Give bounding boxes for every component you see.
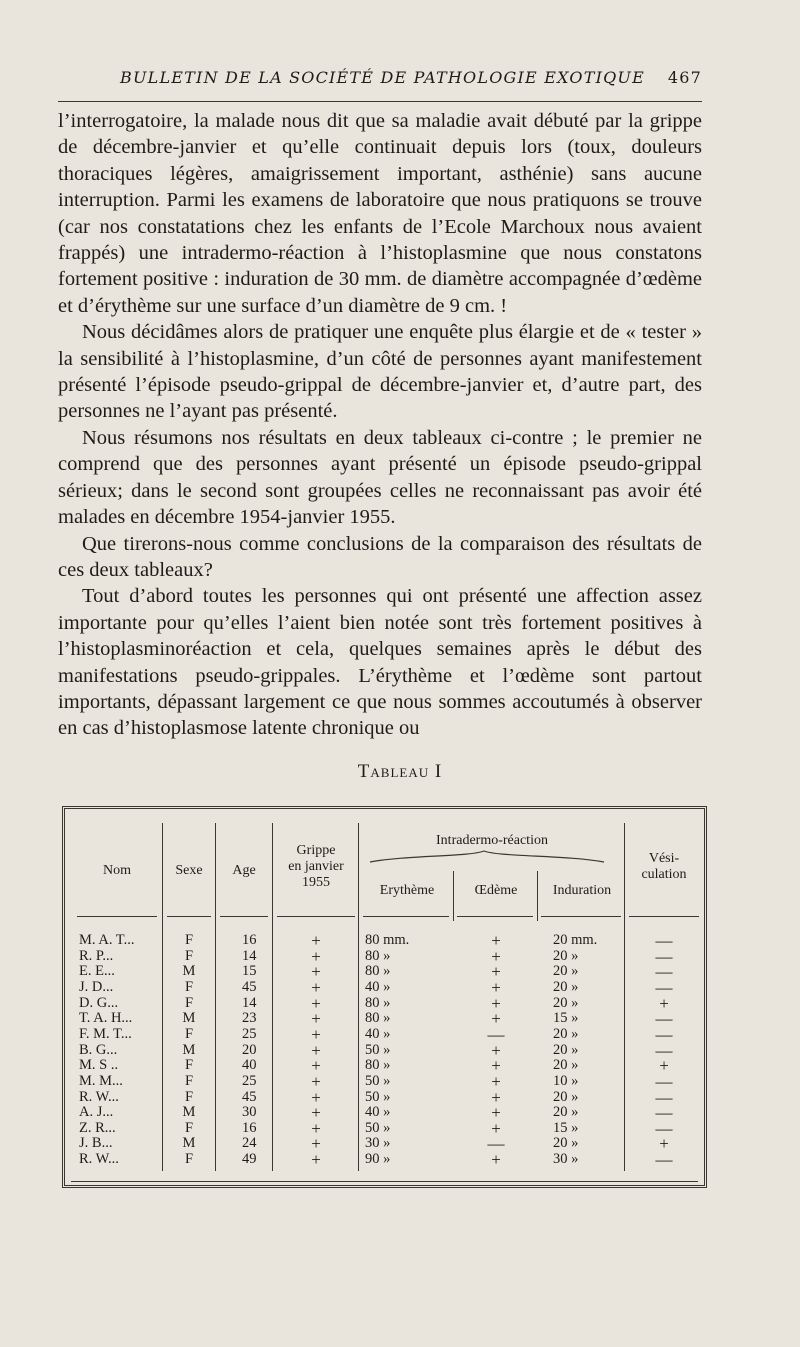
- cell-erytheme: 80 »: [365, 994, 391, 1011]
- table-row: [65, 1011, 710, 1027]
- cell-oedeme: +: [491, 962, 501, 982]
- cell-age: 45: [242, 978, 257, 995]
- cell-age: 15: [242, 963, 257, 980]
- cell-vesiculation: —: [655, 1040, 673, 1060]
- table-row: [65, 993, 710, 1013]
- cell-oedeme: +: [491, 1056, 501, 1076]
- cell-grippe: +: [311, 946, 321, 966]
- cell-sexe: F: [184, 1025, 194, 1042]
- cell-vesiculation: —: [655, 962, 673, 982]
- cell-induration: 20 »: [553, 963, 579, 980]
- cell-vesiculation: —: [655, 1103, 673, 1123]
- cell-nom: J. D...: [79, 978, 114, 995]
- table-row: [65, 1105, 710, 1121]
- cell-age: 45: [242, 1088, 257, 1105]
- cell-nom: Z. R...: [79, 1119, 116, 1136]
- table-row: [65, 1058, 710, 1074]
- column-divider: [537, 871, 538, 921]
- cell-grippe: +: [311, 1024, 321, 1044]
- table-row: [65, 1152, 710, 1168]
- cell-erytheme: 50 »: [365, 1072, 391, 1089]
- cell-erytheme: 50 »: [365, 1119, 391, 1136]
- paragraph: Nous résumons nos résultats en deux tableaux ci-contre ; le premier ne comprend que des personnes ayant présenté un épisode pseudo-grippal sérieux; dans le second sont groupées celles ne reconnaissant pas avoir été malades en décembre 1954-janvier 1955.: [58, 426, 702, 529]
- cell-oedeme: —: [487, 1024, 505, 1044]
- cell-nom: A. J...: [79, 1104, 114, 1121]
- header-underline: [629, 916, 699, 917]
- cell-induration: 15 »: [553, 1010, 579, 1027]
- data-table: [62, 806, 707, 1188]
- cell-oedeme: +: [491, 946, 501, 966]
- header-sexe: Sexe: [175, 863, 203, 878]
- cell-sexe: F: [184, 1072, 194, 1089]
- cell-nom: D. G...: [79, 994, 119, 1011]
- table-caption: Tableau I: [357, 761, 443, 782]
- table-row: [65, 964, 710, 980]
- cell-induration: 20 mm.: [553, 932, 598, 948]
- cell-vesiculation: —: [655, 1009, 673, 1029]
- cell-oedeme: +: [491, 1118, 501, 1138]
- cell-oedeme: +: [491, 993, 501, 1013]
- journal-title: BULLETIN DE LA SOCIÉTÉ DE PATHOLOGIE EXOTIQUE: [120, 68, 645, 87]
- table-row: [65, 1071, 710, 1091]
- cell-induration: 30 »: [553, 1151, 579, 1168]
- cell-induration: 20 »: [553, 994, 579, 1011]
- cell-sexe: F: [184, 1151, 194, 1168]
- cell-erytheme: 80 »: [365, 1010, 391, 1027]
- cell-sexe: M: [182, 1010, 196, 1027]
- cell-sexe: F: [184, 994, 194, 1011]
- cell-nom: E. E...: [79, 963, 115, 980]
- cell-grippe: +: [311, 1118, 321, 1138]
- cell-vesiculation: —: [655, 977, 673, 997]
- cell-age: 14: [242, 947, 257, 964]
- cell-induration: 20 »: [553, 1025, 579, 1042]
- header-induration: Induration: [552, 883, 612, 898]
- cell-age: 16: [242, 1119, 257, 1136]
- cell-induration: 10 »: [553, 1072, 579, 1089]
- cell-vesiculation: +: [659, 993, 669, 1013]
- cell-nom: T. A. H...: [79, 1010, 133, 1027]
- cell-vesiculation: —: [655, 1118, 673, 1138]
- cell-vesiculation: —: [655, 1024, 673, 1044]
- table-row: [65, 977, 710, 997]
- header-underline: [363, 916, 449, 917]
- header-underline: [77, 916, 157, 917]
- cell-grippe: +: [311, 1009, 321, 1029]
- cell-erytheme: 80 »: [365, 947, 391, 964]
- cell-age: 24: [242, 1135, 257, 1152]
- cell-grippe: +: [311, 1103, 321, 1123]
- table-row: [65, 1087, 710, 1107]
- cell-erytheme: 40 »: [365, 1104, 391, 1121]
- header-intradermo: Intradermo-réaction: [436, 833, 548, 848]
- cell-induration: 20 »: [553, 978, 579, 995]
- cell-nom: R. P...: [79, 947, 114, 964]
- paragraph: Tout d’abord toutes les personnes qui ont présenté une affection assez importante pour qu’elles l’aient bien notée sont très fortement positives à l’histoplasminoréaction et cela, quelques semaines après le début des manifestations pseudo-grippales. L’érythème et l’œdème sont partout importants, dépassant largement ce que nous sommes accoutumés à observer en cas d’histoplasmose latente chronique ou: [58, 585, 702, 740]
- cell-age: 25: [242, 1072, 257, 1089]
- page-number: 467: [667, 68, 702, 87]
- cell-induration: 20 »: [553, 1135, 579, 1152]
- body-text: [58, 108, 702, 742]
- cell-grippe: +: [311, 1040, 321, 1060]
- table-row: [65, 933, 710, 949]
- cell-induration: 15 »: [553, 1119, 579, 1136]
- table-row: [65, 1136, 710, 1152]
- cell-vesiculation: +: [659, 1134, 669, 1154]
- cell-age: 20: [242, 1041, 257, 1058]
- column-divider: [453, 871, 454, 921]
- table-row: [65, 1024, 710, 1044]
- cell-erytheme: 40 »: [365, 978, 391, 995]
- table-bottom-rule: [71, 1181, 698, 1182]
- cell-erytheme: 90 »: [365, 1151, 391, 1168]
- cell-vesiculation: —: [655, 931, 673, 950]
- table-row: [65, 1118, 710, 1138]
- cell-age: 40: [242, 1057, 257, 1074]
- cell-oedeme: +: [491, 1009, 501, 1029]
- cell-vesiculation: —: [655, 946, 673, 966]
- header-grippe: Grippe en janvier 1955: [288, 843, 344, 890]
- cell-vesiculation: —: [655, 1071, 673, 1091]
- paragraph: Nous décidâmes alors de pratiquer une enquête plus élargie et de « tester » la sensibilité à l’histoplasmine, d’un côté de personnes ayant manifestement présenté l’épisode pseudo-grippal de décembre-janvier et, d’autre part, des personnes ne l’ayant pas présenté.: [58, 321, 702, 423]
- header-underline: [277, 916, 355, 917]
- cell-sexe: M: [182, 1104, 196, 1121]
- header-underline: [167, 916, 211, 917]
- cell-oedeme: +: [491, 1150, 501, 1170]
- cell-age: 23: [242, 1010, 257, 1027]
- cell-grippe: +: [311, 1150, 321, 1170]
- header-rule: [58, 101, 702, 102]
- cell-erytheme: 50 »: [365, 1088, 391, 1105]
- header-erytheme: Erythème: [379, 883, 435, 898]
- cell-oedeme: +: [491, 977, 501, 997]
- cell-vesiculation: +: [659, 1056, 669, 1076]
- header-oedeme: Œdème: [474, 883, 518, 898]
- cell-erytheme: 80 »: [365, 963, 391, 980]
- table-row: [65, 946, 710, 966]
- paragraph: l’interrogatoire, la malade nous dit que sa maladie avait débuté par la grippe de décembre-janvier et qu’elle continuait depuis lors (toux, douleurs thoraciques légères, amaigrissement important, asthénie) sans aucune interruption. Parmi les examens de laboratoire que nous pratiquons se trouve (car nos constatations chez les enfants de l’Ecole Marchoux nous avaient frappés) une intradermo-réaction à l’histoplasmine que nous constatons fortement positive : induration de 30 mm. de diamètre accompagnée d’œdème et d’érythème sur une surface d’un diamètre de 9 cm. !: [58, 110, 702, 317]
- cell-nom: F. M. T...: [79, 1025, 132, 1042]
- cell-induration: 20 »: [553, 1041, 579, 1058]
- cell-age: 49: [242, 1151, 257, 1168]
- cell-grippe: +: [311, 962, 321, 982]
- header-brace: [368, 849, 606, 863]
- cell-sexe: M: [182, 963, 196, 980]
- header-underline: [457, 916, 533, 917]
- cell-sexe: F: [184, 947, 194, 964]
- cell-grippe: +: [311, 931, 321, 950]
- cell-erytheme: 80 mm.: [365, 932, 410, 948]
- cell-sexe: F: [184, 1057, 194, 1074]
- cell-sexe: F: [184, 978, 194, 995]
- header-nom: Nom: [103, 863, 131, 878]
- cell-erytheme: 30 »: [365, 1135, 391, 1152]
- cell-erytheme: 50 »: [365, 1041, 391, 1058]
- cell-age: 16: [242, 932, 257, 948]
- cell-induration: 20 »: [553, 1104, 579, 1121]
- cell-nom: J. B...: [79, 1135, 113, 1152]
- cell-induration: 20 »: [553, 1088, 579, 1105]
- header-vesiculation: Vési- culation: [641, 851, 687, 882]
- cell-nom: B. G...: [79, 1041, 118, 1058]
- cell-oedeme: +: [491, 1103, 501, 1123]
- cell-grippe: +: [311, 1056, 321, 1076]
- cell-sexe: M: [182, 1041, 196, 1058]
- cell-grippe: +: [311, 1071, 321, 1091]
- cell-nom: R. W...: [79, 1151, 119, 1168]
- cell-nom: M. A. T...: [79, 932, 135, 948]
- cell-grippe: +: [311, 993, 321, 1013]
- cell-induration: 20 »: [553, 1057, 579, 1074]
- cell-induration: 20 »: [553, 947, 579, 964]
- cell-grippe: +: [311, 977, 321, 997]
- cell-sexe: F: [184, 1088, 194, 1105]
- cell-oedeme: +: [491, 931, 501, 950]
- paragraph: Que tirerons-nous comme conclusions de la comparaison des résultats de ces deux tableaux?: [58, 532, 702, 581]
- cell-age: 30: [242, 1104, 257, 1121]
- cell-grippe: +: [311, 1087, 321, 1107]
- cell-oedeme: +: [491, 1087, 501, 1107]
- cell-nom: R. W...: [79, 1088, 119, 1105]
- cell-age: 14: [242, 994, 257, 1011]
- cell-vesiculation: —: [655, 1150, 673, 1170]
- cell-oedeme: +: [491, 1071, 501, 1091]
- cell-grippe: +: [311, 1134, 321, 1154]
- header-underline: [541, 916, 621, 917]
- cell-sexe: F: [184, 1119, 194, 1136]
- cell-sexe: M: [182, 1135, 196, 1152]
- header-underline: [220, 916, 268, 917]
- cell-erytheme: 40 »: [365, 1025, 391, 1042]
- table-row: [65, 1040, 710, 1060]
- cell-oedeme: +: [491, 1040, 501, 1060]
- cell-nom: M. S ..: [79, 1057, 119, 1074]
- cell-oedeme: —: [487, 1134, 505, 1154]
- cell-nom: M. M...: [79, 1072, 123, 1089]
- cell-erytheme: 80 »: [365, 1057, 391, 1074]
- cell-vesiculation: —: [655, 1087, 673, 1107]
- header-age: Age: [232, 863, 256, 878]
- cell-age: 25: [242, 1025, 257, 1042]
- cell-sexe: F: [184, 932, 194, 948]
